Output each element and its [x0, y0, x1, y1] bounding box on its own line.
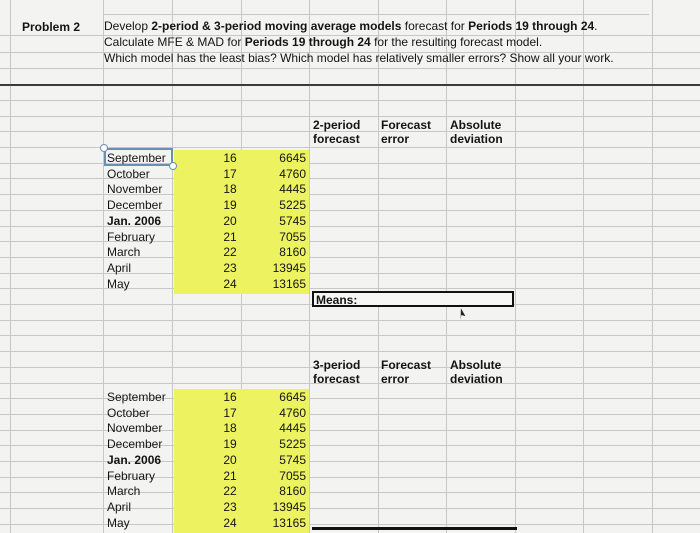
gridline — [0, 508, 700, 509]
gridline — [0, 524, 700, 525]
table2-month-cell[interactable]: April — [107, 500, 132, 514]
prompt-line-2 — [104, 34, 614, 50]
gridline — [103, 14, 649, 15]
table1-value-cell[interactable]: 5745 — [279, 214, 306, 228]
table2-month-cell[interactable]: December — [107, 437, 163, 451]
gridline — [172, 0, 173, 533]
prompt-text: forecast for — [401, 19, 469, 33]
table1-value-cell[interactable]: 13165 — [272, 277, 306, 291]
table1-month-cell[interactable]: February — [107, 230, 156, 244]
table1-value-cell[interactable]: 13945 — [272, 261, 306, 275]
header-line: forecast — [313, 132, 360, 146]
prompt-line-1 — [104, 18, 614, 34]
header-line: Absolute — [450, 118, 502, 132]
table2-value-cell[interactable]: 7055 — [279, 469, 306, 483]
prompt-bold: 2-period & 3-period moving average models — [151, 19, 402, 33]
table2-period-cell[interactable]: 17 — [223, 406, 237, 420]
table1-month-cell[interactable]: May — [107, 277, 130, 291]
header-2-period-forecast[interactable] — [313, 118, 360, 146]
table1-month-cell[interactable]: September — [107, 151, 166, 165]
table2-period-cell[interactable]: 21 — [223, 469, 237, 483]
header-absolute-deviation[interactable] — [450, 118, 503, 146]
gridline — [0, 178, 700, 179]
table2-value-cell[interactable]: 4760 — [279, 406, 306, 420]
gridline — [0, 257, 700, 258]
gridline — [0, 492, 700, 493]
selected-cell[interactable] — [104, 148, 173, 166]
gridline — [0, 84, 700, 86]
gridline — [0, 100, 700, 101]
table1-value-cell[interactable]: 5225 — [279, 198, 306, 212]
table2-month-cell[interactable]: May — [107, 516, 130, 530]
means-row-border — [312, 527, 517, 530]
header-line: error — [381, 372, 410, 386]
gridline — [0, 320, 700, 321]
prompt-bold: Periods 19 through 24 — [468, 19, 595, 33]
table2-value-cell[interactable]: 6645 — [279, 390, 306, 404]
table1-period-cell[interactable]: 23 — [223, 261, 237, 275]
table2-month-cell[interactable]: September — [107, 390, 166, 404]
table2-month-cell[interactable]: March — [107, 484, 141, 498]
problem-label: Problem 2 — [22, 20, 81, 34]
table1-period-cell[interactable]: 24 — [223, 277, 237, 291]
header-line: forecast — [313, 372, 360, 386]
header-3-period-forecast[interactable] — [313, 358, 360, 386]
table2-month-cell[interactable]: Jan. 2006 — [107, 453, 162, 467]
prompt-text: Calculate MFE & MAD for — [104, 35, 245, 49]
table1-period-cell[interactable]: 21 — [223, 230, 237, 244]
table2-value-cell[interactable]: 4445 — [279, 421, 306, 435]
gridline — [0, 194, 700, 195]
table1-month-cell[interactable]: November — [107, 182, 163, 196]
gridline — [583, 0, 584, 533]
table1-period-cell[interactable]: 16 — [223, 151, 237, 165]
table1-month-cell[interactable]: October — [107, 167, 150, 181]
table2-value-cell[interactable]: 5225 — [279, 437, 306, 451]
mouse-cursor-icon — [457, 308, 469, 322]
header-line: deviation — [450, 132, 503, 146]
problem-prompt — [104, 18, 614, 66]
table1-month-cell[interactable]: December — [107, 198, 163, 212]
table1-period-cell[interactable]: 17 — [223, 167, 237, 181]
table2-period-cell[interactable]: 16 — [223, 390, 237, 404]
header-line: 3-period — [313, 358, 361, 372]
table1-month-cell[interactable]: March — [107, 245, 141, 259]
gridline — [0, 477, 700, 478]
table2-period-cell[interactable]: 22 — [223, 484, 237, 498]
gridline — [0, 116, 700, 117]
table2-period-cell[interactable]: 20 — [223, 453, 237, 467]
table2-period-cell[interactable]: 18 — [223, 421, 237, 435]
selection-handle[interactable] — [100, 144, 108, 152]
gridline — [378, 0, 379, 533]
table1-month-cell[interactable]: April — [107, 261, 132, 275]
table2-value-cell[interactable]: 5745 — [279, 453, 306, 467]
gridline — [0, 226, 700, 227]
gridline — [0, 414, 700, 415]
table1-period-cell[interactable]: 20 — [223, 214, 237, 228]
header-line: error — [381, 132, 410, 146]
header-line: Forecast — [381, 358, 432, 372]
gridline — [446, 0, 447, 533]
table1-month-cell[interactable]: Jan. 2006 — [107, 214, 162, 228]
gridline — [652, 0, 653, 533]
gridline — [0, 210, 700, 211]
gridline — [0, 430, 700, 431]
table1-value-cell[interactable]: 7055 — [279, 230, 306, 244]
table2-value-cell[interactable]: 8160 — [279, 484, 306, 498]
prompt-text: Develop — [104, 19, 152, 33]
table2-month-cell[interactable]: October — [107, 406, 150, 420]
header-forecast-error[interactable] — [381, 118, 431, 146]
table2-period-cell[interactable]: 19 — [223, 437, 237, 451]
table1-value-cell[interactable]: 6645 — [279, 151, 306, 165]
header-line: Forecast — [381, 118, 432, 132]
gridline — [515, 0, 516, 533]
gridline — [103, 68, 649, 69]
table1-value-cell[interactable]: 4760 — [279, 167, 306, 181]
gridline — [10, 0, 11, 533]
header-line: deviation — [450, 372, 503, 386]
table2-period-cell[interactable]: 23 — [223, 500, 237, 514]
table1-value-cell[interactable]: 8160 — [279, 245, 306, 259]
table2-month-cell[interactable]: November — [107, 421, 163, 435]
gridline — [0, 288, 700, 289]
gridline — [0, 461, 700, 462]
gridline — [0, 273, 700, 274]
table1-period-cell[interactable]: 22 — [223, 245, 237, 259]
table1-period-cell[interactable]: 19 — [223, 198, 237, 212]
means-label: Means: — [316, 293, 358, 307]
table2-value-cell[interactable]: 13165 — [272, 516, 306, 530]
table1-value-cell[interactable]: 4445 — [279, 182, 306, 196]
gridline — [103, 0, 104, 533]
table2-period-cell[interactable]: 24 — [223, 516, 237, 530]
prompt-text: for the resulting forecast model. — [370, 35, 543, 49]
gridline — [0, 351, 700, 352]
prompt-bold: Periods 19 through 24 — [244, 35, 371, 49]
gridline — [0, 241, 700, 242]
table2-value-cell[interactable]: 13945 — [272, 500, 306, 514]
header-absolute-deviation-2[interactable] — [450, 358, 503, 386]
gridline — [0, 335, 700, 336]
selection-handle[interactable] — [169, 162, 177, 170]
gridline — [309, 0, 310, 533]
prompt-line-3: Which model has the least bias? Which model has relatively smaller errors? Show all your work. — [104, 51, 614, 65]
table2-month-cell[interactable]: February — [107, 469, 156, 483]
gridline — [0, 445, 700, 446]
header-line: 2-period — [313, 118, 361, 132]
header-line: Absolute — [450, 358, 502, 372]
header-forecast-error-2[interactable] — [381, 358, 431, 386]
table1-period-cell[interactable]: 18 — [223, 182, 237, 196]
gridline — [0, 398, 700, 399]
prompt-text: . — [594, 19, 598, 33]
